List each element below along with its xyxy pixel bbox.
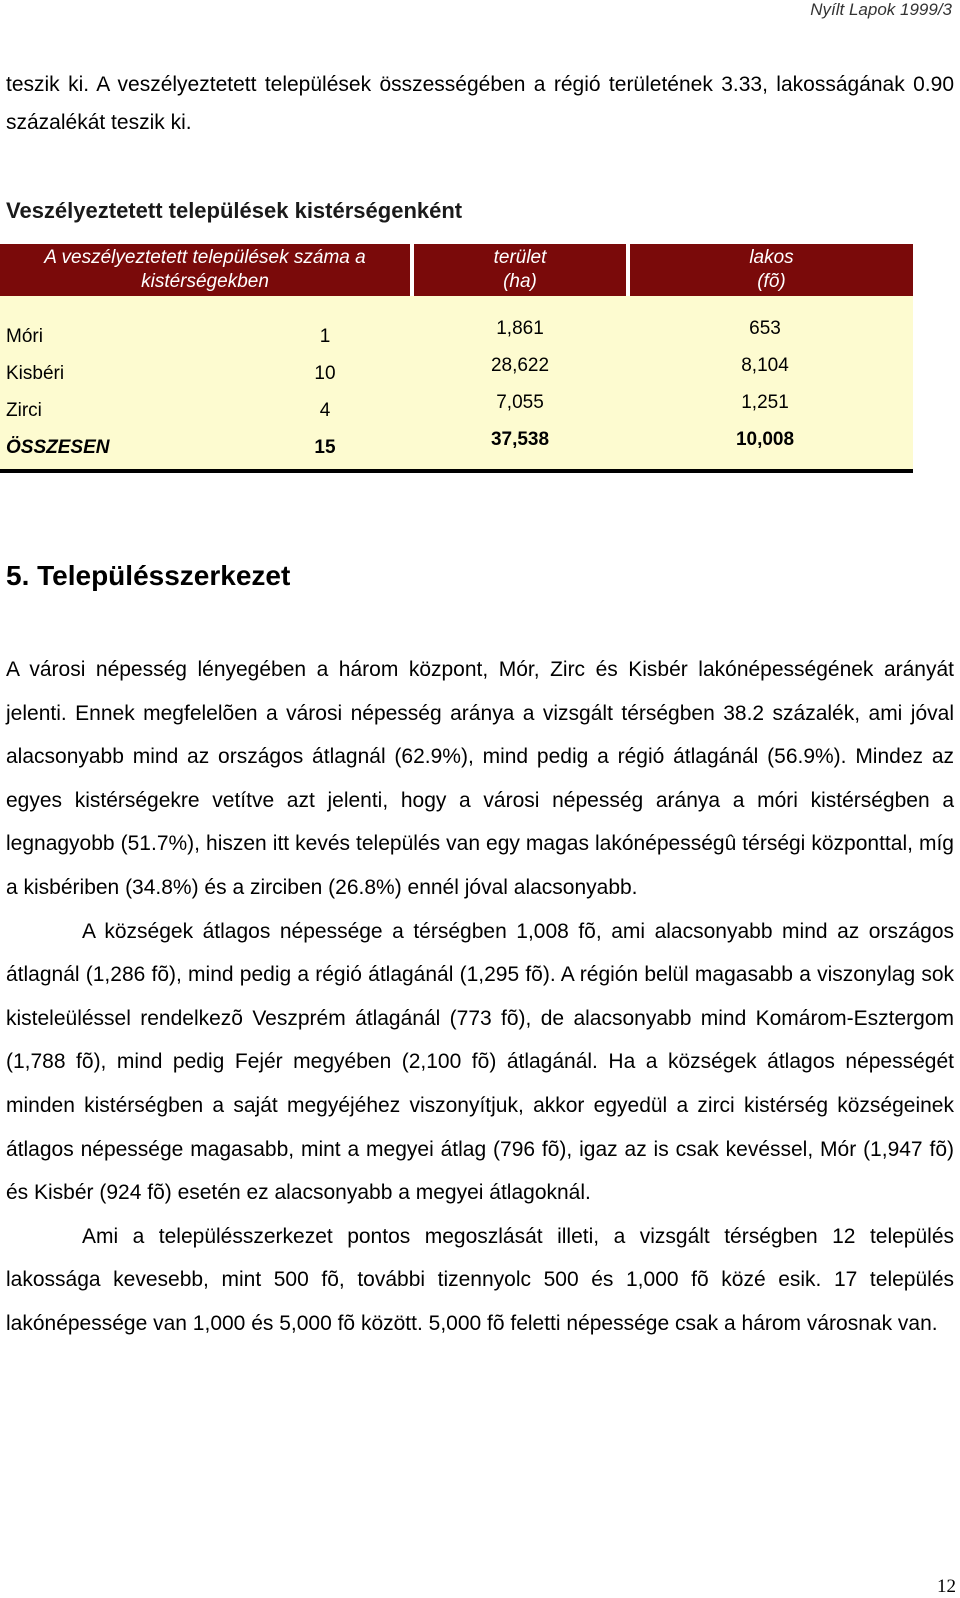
table-title: Veszélyeztetett települések kistérségenként: [6, 198, 463, 223]
row-pop: 8,104: [741, 355, 789, 376]
table-body: [0, 296, 913, 472]
section-heading: 5. Településszerkezet: [6, 560, 291, 591]
intro-paragraph: teszik ki. A veszélyeztetett települések összességében a régió területének 3.33, lakosságának 0.90 százalékát teszik ki.: [6, 73, 954, 134]
total-count: 15: [314, 437, 336, 458]
total-pop: 10,008: [735, 429, 795, 450]
row-pop: 1,251: [741, 392, 789, 413]
table-row: [0, 355, 913, 391]
total-area: 37,538: [490, 429, 550, 450]
row-name: Kisbéri: [6, 363, 65, 384]
section-body: [6, 648, 954, 1346]
header-count: [0, 244, 410, 296]
page-number: 12: [937, 1576, 956, 1597]
header-pop-label: [749, 246, 793, 294]
header-pop: [630, 244, 913, 296]
row-area: 28,622: [490, 355, 550, 376]
row-name: Zirci: [6, 400, 42, 421]
header-count-label: A veszélyeztetett települések száma a kistérségekben: [44, 247, 366, 292]
header-area-line1: terület: [493, 247, 547, 268]
paragraph: A városi népesség lényegében a három központ, Mór, Zirc és Kisbér lakónépességének arányát jelenti. Ennek megfelelõen a városi népesség aránya a vizsgált térségben 38.2 százalék, ami jóval alacsonyabb mind az országos átlagnál (62.9%), mind pedig a régió átlagánál (56.9%). Mindez az egyes kistérségekre vetítve azt jelenti, hogy a városi népesség aránya a móri kistérségben a legnagyobb (51.7%), hiszen itt kevés település van egy magas lakónépességû térségi központtal, míg a kisbériben (34.8%) és a zirciben (26.8%) ennél jóval alacsonyabb.: [6, 658, 954, 899]
paragraph: A községek átlagos népessége a térségben 1,008 fõ, ami alacsonyabb mind az országos átlagnál (1,286 fõ), mind pedig a régió átlagánál (1,295 fõ). A régión belül magasabb a viszonylag sok kisteleüléssel rendelkezõ Veszprém átlagánál (773 fõ), de alacsonyabb mind Komárom-Esztergom (1,788 fõ), mind pedig Fejér megyében (2,100 fõ) átlagánál. Ha a községek átlagos népességét minden kistérségben a saját megyéjéhez viszonyítjuk, akkor egyedül a zirci kistérség községeinek átlagos népessége magasabb, mint a megyei átlag (796 fõ), igaz az is csak kevéssel, Mór (1,947 fõ) és Kisbér (924 fõ) esetén ez alacsonyabb a megyei átlagoknál.: [6, 919, 954, 1205]
row-area: 1,861: [496, 318, 544, 339]
header-pop-line2: (fõ): [757, 271, 786, 292]
table-header: [0, 244, 913, 296]
row-count: 10: [314, 363, 336, 384]
row-count: 4: [319, 400, 331, 421]
total-name: ÖSSZESEN: [6, 437, 110, 458]
table-total-row: [0, 429, 913, 465]
table-bottom-rule: [0, 469, 913, 473]
header-area-label: [494, 246, 547, 294]
row-pop: 653: [749, 318, 781, 339]
header-area: [414, 244, 626, 296]
row-area: 7,055: [496, 392, 544, 413]
row-name: Móri: [6, 326, 43, 347]
table-row: [0, 318, 913, 354]
table-row: [0, 392, 913, 428]
journal-header: Nyílt Lapok 1999/3: [810, 0, 952, 19]
header-pop-line1: lakos: [749, 247, 794, 268]
row-count: 1: [319, 326, 331, 347]
header-area-line2: (ha): [503, 271, 537, 292]
paragraph: Ami a településszerkezet pontos megoszlását illeti, a vizsgált térségben 12 település lakossága kevesebb, mint 500 fõ, további tizennyolc 500 és 1,000 fõ közé esik. 17 település lakónépessége van 1,000 és 5,000 fõ között. 5,000 fõ feletti népessége csak a három városnak van.: [6, 1224, 954, 1335]
